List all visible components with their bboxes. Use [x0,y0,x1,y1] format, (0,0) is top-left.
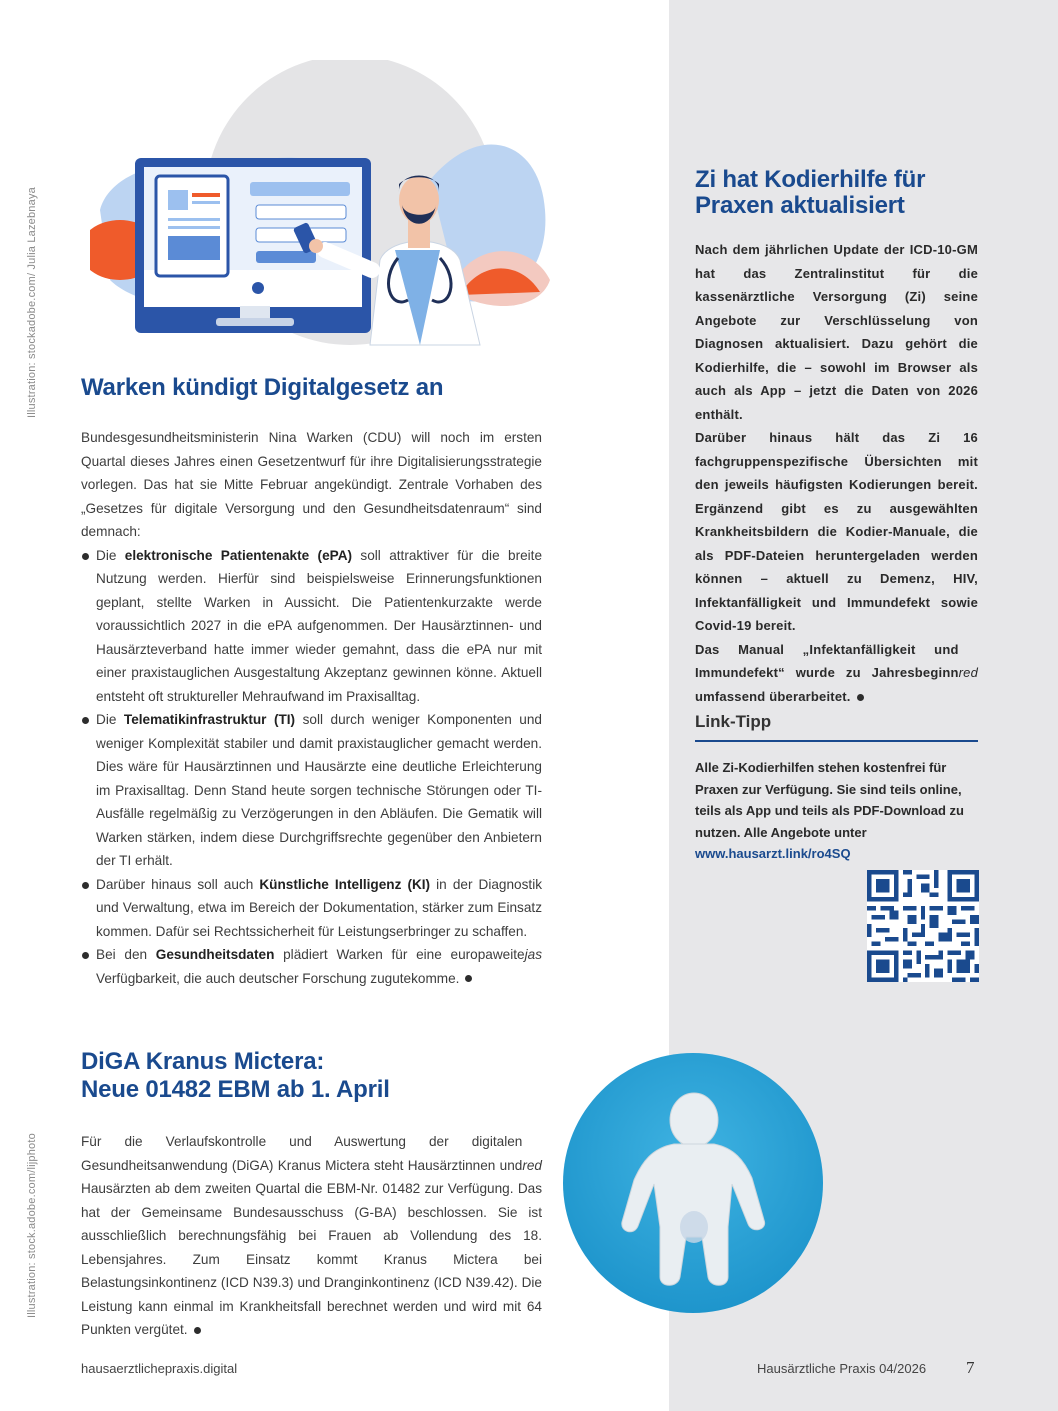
list-item: Die Telematikinfrastruktur (TI) soll durch weniger Komponenten und weniger Komplexität stabiler und damit praxistauglicher gemacht werden. Dies wäre für Hausärztinnen und Hausärzte eine deutliche Erleichterung im Praxisalltag. Denn Stand heute sorgen technische Störungen oder TI-Ausfälle regelmäßig zu Verzögerungen in den Abläufen. Die Gematik will Warken stärken, indem diese Durchgriffsrechte gegenüber den Anbietern der TI erhält. [81,708,542,873]
link-tipp-text: Alle Zi-Kodierhilfen stehen kostenfrei für Praxen zur Verfügung. Sie sind teils online, teils als App und teils als PDF-Download zu nutzen. Alle Angebote unter [695,760,964,840]
zi-paragraph: Darüber hinaus hält das Zi 16 fachgruppenspezifische Übersichten mit den jeweils häufigsten Kodierungen bereit. Ergänzend gibt es zu ausgewählten Krankheitsbildern die Kodier-Manuale, die als PDF-Dateien heruntergeladen werden können – aktuell zu Demenz, HIV, Infektanfälligkeit und Immundefekt sowie Covid-19 bereit. [695,430,978,633]
end-mark-icon [465,975,472,982]
page-number: 7 [966,1358,975,1377]
diga-headline: DiGA Kranus Mictera: Neue 01482 EBM ab 1. April [81,1048,390,1103]
image-credit-top: Illustration: stockadobe.com/ Julia Lazebnaya [26,187,38,418]
bullet-icon [82,882,89,889]
bullet-icon [82,952,89,959]
end-mark-icon [194,1327,201,1334]
zi-headline: Zi hat Kodierhilfe für Praxen aktualisiert [695,166,926,219]
qr-code-icon[interactable] [867,870,979,982]
diga-article: red Für die Verlaufskontrolle und Auswertung der digitalen Gesundheitsanwendung (DiGA) Kranus Mictera steht Hausärztinnen und Hausärzten ab dem zweiten Quartal die EBM-Nr. 01482 zur Verfügung. Das hat der Gemeinsame Bundesausschuss (G-BA) beschlossen. Sie ist ausschließlich berechnungsfähig bei Frauen ab Vollendung des 18. Lebensjahres. Zum Einsatz kommt Kranus Mictera bei Belastungsinkontinenz (ICD N39.3) und Dranginkontinenz (ICD N39.42). Die Leistung kann einmal im Krankheitsfall berechnet werden und wird mit 64 Punkten vergütet. [81,1134,542,1337]
bullet-icon [82,717,89,724]
author-signature: jas [524,947,542,962]
link-tipp-box [695,757,978,865]
list-item: Darüber hinaus soll auch Künstliche Intelligenz (KI) in der Diagnostik und Verwaltung, etwa im Bereich der Dokumentation, stärker zum Einsatz kommen. Dafür sei Rechtssicherheit für Leistungserbringer zu schaffen. [81,873,542,944]
end-mark-icon [857,694,864,701]
zi-paragraph: red Das Manual „Infektanfälligkeit und Immundefekt“ wurde zu Jahresbeginn umfassend überarbeitet. [695,641,978,704]
doctor-monitor-illustration [90,60,560,360]
paper-figure-photo [562,1052,824,1314]
warken-bullet-list [81,544,542,991]
footer-issue: Hausärztliche Praxis 04/2026 [757,1361,927,1376]
link-tipp-heading: Link-Tipp [695,712,978,742]
author-signature: red [958,665,978,680]
warken-intro: Bundesgesundheitsministerin Nina Warken (CDU) will noch im ersten Quartal dieses Jahres einen Gesetzentwurf für ihre Digitalisierungsstrategie vorlegen. Das hat sie Mitte Februar angekündigt. Zentrale Vorhaben des „Gesetzes für digitale Versorgung und den Gesundheitsdatenraum“ sind demnach: [81,430,542,539]
list-item: jas Bei den Gesundheitsdaten plädiert Warken für eine europaweite Verfügbarkeit, die auch deutscher Forschung zugutekomme. [81,943,542,990]
bullet-icon [82,553,89,560]
author-signature: red [522,1157,542,1173]
warken-article [81,426,542,990]
warken-headline: Warken kündigt Digitalgesetz an [81,374,444,401]
zi-article [695,238,978,708]
zi-paragraph: Nach dem jährlichen Update der ICD-10-GM hat das Zentralinstitut für die kassenärztliche Versorgung (Zi) seine Angebote zur Verschlüsselung von Diagnosen aktualisiert. Dazu gehört die Kodierhilfe, die – sowohl im Browser als auch als App – jetzt die Daten von 2026 enthält. [695,242,978,422]
list-item: Die elektronische Patientenakte (ePA) soll attraktiver für die breite Nutzung werden. Hierfür sind beispielsweise Erinnerungsfunktionen geplant, stellte Warken in Aussicht. Die Patientenkurzakte werde voraussichtlich 2027 in die ePA aufgenommen. Der Hausärztinnen- und Hausärzteverband hatte immer wieder gemahnt, dass die ePA nur mit einer praxistauglichen Ausgestaltung Akzeptanz gewinnen könne. Aktuell entsteht oft struktureller Mehraufwand im Praxisalltag. [81,544,542,709]
link-tipp-url[interactable]: www.hausarzt.link/ro4SQ [695,846,851,861]
footer-website: hausaerztlichepraxis.digital [81,1361,238,1376]
image-credit-bottom: Illustration: stock.adobe.com/lijphoto [26,1133,38,1318]
